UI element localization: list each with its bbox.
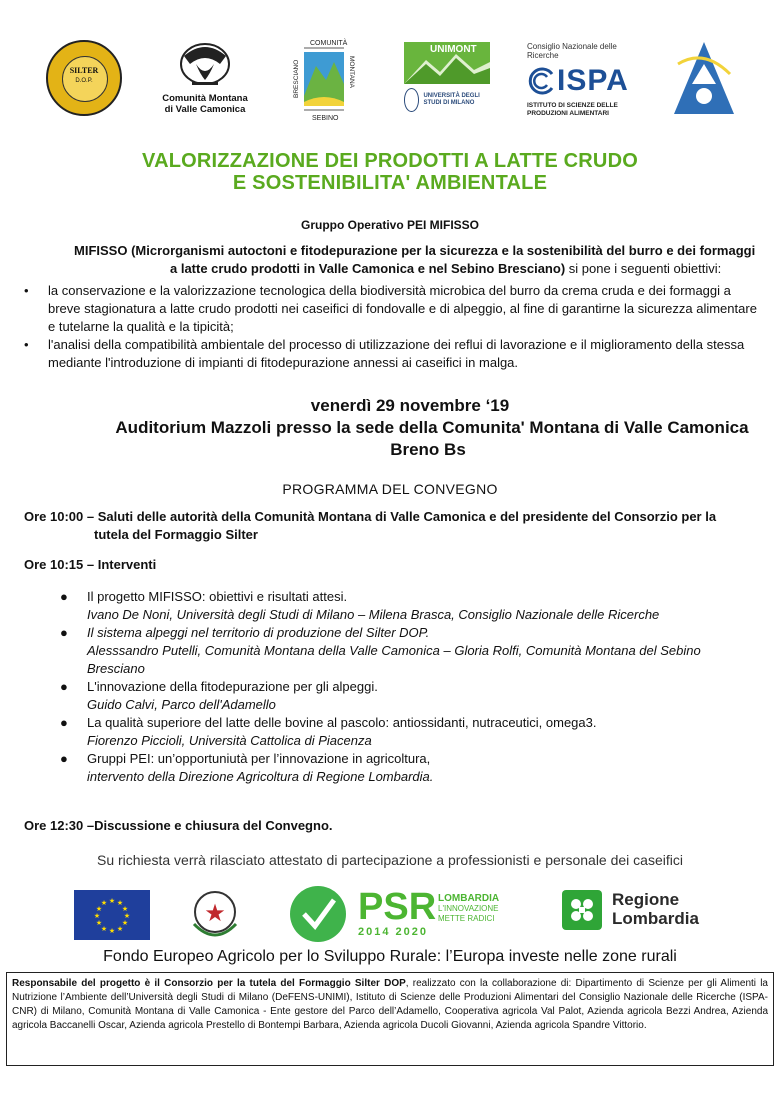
project-intro xyxy=(74,242,764,278)
talk-title: Il progetto MIFISSO: obiettivi e risultati attesi. xyxy=(87,589,348,604)
svg-text:★: ★ xyxy=(116,925,124,933)
sebino-name-text: SEBINO xyxy=(312,115,339,122)
ispa-sub2: PRODUZIONI ALIMENTARI xyxy=(527,110,609,117)
psr-lombardia-logo xyxy=(358,886,500,938)
svg-text:★: ★ xyxy=(108,927,116,935)
talk-speakers: Ivano De Noni, Università degli Studi di Milano – Milena Brasca, Consiglio Nazionale delle Ricerche xyxy=(87,607,660,622)
list-item: ● La qualità superiore del latte delle bovine al pascolo: antiossidanti, nutraceutici, omega3. Fiorenzo Piccioli, Università Cattolica di Piacenza xyxy=(60,714,760,750)
list-item: • l'analisi della compatibilità ambientale del processo di utilizzazione dei reflui di lavorazione e il miglioramento della stessa mediante l'introduzione di impianti di fitodepurazione annessi ai caseifici in malga. xyxy=(24,337,745,370)
svg-text:★: ★ xyxy=(108,897,116,905)
svg-text:★: ★ xyxy=(93,912,101,920)
schedule-ore-1230: Ore 12:30 –Discussione e chiusura del Convegno. xyxy=(24,818,333,833)
list-item: ● L'innovazione della fitodepurazione per gli alpeggi. Guido Calvi, Parco dell'Adamello xyxy=(60,678,760,714)
talk-speakers: Guido Calvi, Parco dell'Adamello xyxy=(87,697,276,712)
programma-heading: PROGRAMMA DEL CONVEGNO xyxy=(282,481,498,497)
schedule-ore-1015: Ore 10:15 – Interventi xyxy=(24,557,157,572)
footer-bold: Responsabile del progetto è il Consorzio per la tutela del Formaggio Silter DOP xyxy=(12,978,406,989)
regione-lombardia-text xyxy=(612,890,699,928)
intro-rest: si pone i seguenti obiettivi: xyxy=(565,261,722,276)
psr-word: PSR xyxy=(358,886,437,928)
talk-title: Gruppi PEI: un’opportuniutà per l’innovazione in agricoltura, xyxy=(87,751,431,766)
eu-flag-logo xyxy=(74,890,150,940)
schedule-ore-1000 xyxy=(24,508,764,544)
objective-text: l'analisi della compatibilità ambientale del processo di utilizzazione dei reflui di lavorazione e il miglioramento della stessa mediante l'introduzione di impianti di fitodepurazione annessi ai caseifici in malga. xyxy=(48,337,745,370)
svg-text:★: ★ xyxy=(123,912,131,920)
comunita-montana-sebino-logo xyxy=(288,36,358,124)
ispa-sub1: ISTITUTO DI SCIENZE DELLE xyxy=(527,102,618,109)
svg-text:★: ★ xyxy=(121,905,129,913)
talk-speakers: Fiorenzo Piccioli, Università Cattolica di Piacenza xyxy=(87,733,372,748)
list-item: • la conservazione e la valorizzazione tecnologica della biodiversità microbica del burro da crema cruda e dei formaggi a breve stagionatura a latte crudo prodotti nei caseifici di fondovalle e di alpeggio, al fine di garantirne la sicurezza alimentare e tutelarne la qualità e la tipicità; xyxy=(24,283,757,334)
psr-years: 2014 2020 xyxy=(358,926,428,938)
ispa-word: ISPA xyxy=(557,64,629,97)
list-item: ● Il progetto MIFISSO: obiettivi e risultati attesi. Ivano De Noni, Università degli Studi di Milano – Milena Brasca, Consiglio Nazionale delle Ricerche xyxy=(60,588,760,624)
footer-credits xyxy=(6,972,774,1066)
psr-tagline1: L'INNOVAZIONE xyxy=(438,904,499,913)
unimont-label: UNIMONT xyxy=(430,44,477,55)
ore1-line1: Ore 10:00 – Saluti delle autorità della Comunità Montana di Valle Camonica e del presidente del Consorzio per la xyxy=(24,509,717,524)
talk-speakers: intervento della Direzione Agricoltura di Regione Lombardia. xyxy=(87,769,434,784)
regione-lombardia-mark-icon xyxy=(562,890,602,930)
intro-bold3: a latte crudo prodotti in Valle Camonica e nel Sebino Bresciano) xyxy=(170,261,566,276)
sebino-bresciano-text: BRESCIANO xyxy=(293,59,300,98)
objectives-list xyxy=(24,282,764,372)
psr-lombardia: LOMBARDIA xyxy=(438,893,500,904)
silter-logo-word: SILTER xyxy=(69,66,99,75)
footer-rest: , realizzato con la collaborazione di: Dipartimento di Scienze per gli Alimenti la Nutrizione l’Ambiente dell’Università degli Studi di Milano (DeFENS-UNIMI), Istituto di Scienze delle Produzioni Alimentari del Consiglio Nazionale delle Ricerche (ISPA-CNR) di Milano, Comunità Montana di Valle Camonica - Ente gestore del Parco dell’Adamello, Cooperativa agricola Val Palot, Azienda agricola Bezzi Andrea, Azienda agricola Baccanelli Oscar, Azienda agricola Prestello di Bontempi Barbara, Azienda agricola Ducoli Giovanni, Azienda agricola Spandre Vittorio. xyxy=(12,978,768,1031)
sebino-comunita-text: COMUNITÀ xyxy=(310,40,348,47)
talk-title: L'innovazione della fitodepurazione per gli alpeggi. xyxy=(87,679,378,694)
svg-text:★: ★ xyxy=(95,905,103,913)
sebino-montana-text: MONTANA xyxy=(348,56,355,89)
page-title-line1: VALORIZZAZIONE DEI PRODOTTI A LATTE CRUDO xyxy=(142,150,638,172)
cnr-label: Consiglio Nazionale delle Ricerche xyxy=(527,42,617,60)
cnr-mark-icon xyxy=(527,66,557,96)
parco-adamello-logo xyxy=(664,34,744,124)
event-date: venerdì 29 novembre ‘19 xyxy=(310,396,510,415)
unimont-unimi-logo xyxy=(404,42,490,138)
lombardia-word: Lombardia xyxy=(612,909,699,928)
list-item: ● Gruppi PEI: un’opportuniutà per l’innovazione in agricoltura, intervento della Direzione Agricoltura di Regione Lombardia. xyxy=(60,750,760,786)
svg-text:★: ★ xyxy=(121,919,129,927)
talks-list xyxy=(60,588,760,786)
psr-tagline2: METTE RADICI xyxy=(438,914,495,923)
svg-text:★: ★ xyxy=(100,899,108,907)
cmvc-line1: Comunità Montana xyxy=(162,93,248,104)
event-venue: Auditorium Mazzoli presso la sede della Comunita' Montana di Valle Camonica xyxy=(115,418,749,437)
talk-title: Il sistema alpeggi nel territorio di produzione del Silter DOP. xyxy=(87,625,430,640)
intro-bold2: (Microrganismi autoctoni e fitodepurazione per la sicurezza e la sostenibilità del burro e dei formaggi xyxy=(127,243,756,258)
svg-text:★: ★ xyxy=(95,919,103,927)
regione-word: Regione xyxy=(612,890,680,909)
comunita-montana-valle-camonica-logo xyxy=(160,34,250,124)
page-title-line2: E SOSTENIBILITA' AMBIENTALE xyxy=(232,172,548,194)
svg-text:★: ★ xyxy=(100,925,108,933)
feasr-slogan: Fondo Europeo Agricolo per lo Sviluppo Rurale: l’Europa investe nelle zone rurali xyxy=(103,948,677,965)
silter-consortium-logo xyxy=(46,40,122,116)
italian-republic-emblem-icon xyxy=(186,884,244,944)
psr-check-logo xyxy=(288,884,348,944)
gruppo-operativo: Gruppo Operativo PEI MIFISSO xyxy=(300,218,480,232)
ore1-line2: tutela del Formaggio Silter xyxy=(94,527,258,542)
cmvc-line2: di Valle Camonica xyxy=(164,104,246,115)
talk-title: La qualità superiore del latte delle bovine al pascolo: antiossidanti, nutraceutici, omega3. xyxy=(87,715,597,730)
list-item: ● Il sistema alpeggi nel territorio di produzione del Silter DOP. Alesssandro Putelli, Comunità Montana della Valle Camonica – Gloria Rolfi, Comunità Montana del Sebino Bresciano xyxy=(60,624,760,678)
eagle-emblem-icon xyxy=(170,34,240,88)
event-city: Breno Bs xyxy=(390,440,466,459)
header-logos xyxy=(0,34,780,134)
svg-text:★: ★ xyxy=(116,899,124,907)
intro-bold1: MIFISSO xyxy=(74,243,128,258)
objective-text: la conservazione e la valorizzazione tecnologica della biodiversità microbica del burro da crema cruda e dei formaggi a breve stagionatura a latte crudo prodotti nei caseifici di fondovalle e di alpeggio, al fine di garantirne la sicurezza alimentare e tutelarne la qualità e la tipicità; xyxy=(48,283,757,334)
attestato-note: Su richiesta verrà rilasciato attestato di partecipazione a professionisti e personale dei caseifici xyxy=(97,852,683,868)
svg-text:★: ★ xyxy=(204,899,226,927)
cnr-ispa-logo xyxy=(527,42,647,122)
unimi-seal-icon xyxy=(404,88,419,112)
talk-speakers: Alesssandro Putelli, Comunità Montana della Valle Camonica – Gloria Rolfi, Comunità Montana del Sebino Bresciano xyxy=(87,643,701,676)
silter-logo-dop: D.O.P. xyxy=(75,78,93,84)
unimi-label: UNIVERSITÀ DEGLI STUDI DI MILANO xyxy=(423,93,480,106)
